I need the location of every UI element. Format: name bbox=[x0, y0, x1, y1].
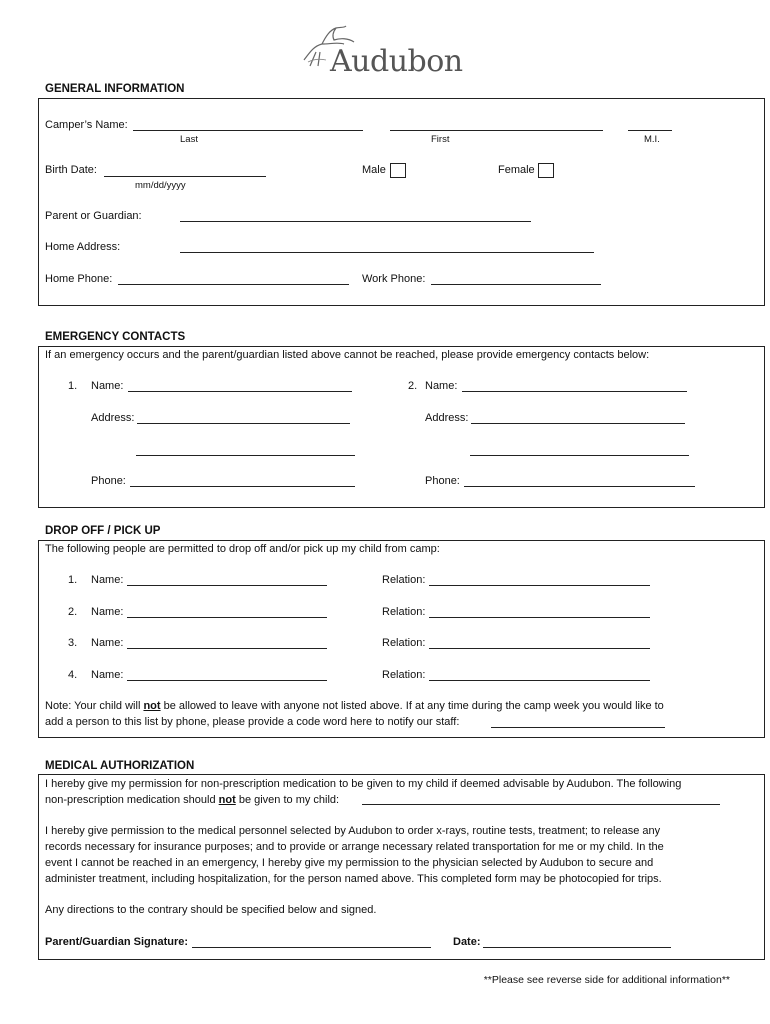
emergency-intro: If an emergency occurs and the parent/guardian listed above cannot be reached, please provide emergency contacts below: bbox=[45, 349, 650, 361]
home-address-label: Home Address: bbox=[45, 241, 121, 253]
parent-guardian-label: Parent or Guardian: bbox=[45, 210, 142, 222]
contact2-phone-field[interactable] bbox=[464, 486, 695, 487]
dropoff-row-number: 3. bbox=[68, 637, 78, 649]
note-text: be allowed to leave with anyone not listed above. If at any time during the camp week you would like to bbox=[160, 700, 664, 712]
contact1-phone-field[interactable] bbox=[130, 486, 355, 487]
male-checkbox[interactable] bbox=[390, 163, 406, 178]
campers-name-label: Camper’s Name: bbox=[45, 119, 128, 131]
dropoff-name-field-3[interactable] bbox=[127, 648, 327, 649]
dropoff-relation-field-3[interactable] bbox=[429, 648, 650, 649]
female-checkbox[interactable] bbox=[538, 163, 554, 178]
dropoff-relation-label: Relation: bbox=[382, 669, 426, 681]
dropoff-name-label: Name: bbox=[91, 606, 124, 618]
home-phone-field[interactable] bbox=[118, 284, 349, 285]
dropoff-relation-field-4[interactable] bbox=[429, 680, 650, 681]
dropoff-relation-field-1[interactable] bbox=[429, 585, 650, 586]
dropoff-heading: DROP OFF / PICK UP bbox=[45, 525, 161, 537]
birth-date-label: Birth Date: bbox=[45, 164, 97, 176]
contact1-number: 1. bbox=[68, 380, 78, 392]
last-caption: Last bbox=[180, 134, 198, 145]
contact2-name-field[interactable] bbox=[462, 391, 687, 392]
dropoff-note-line2: add a person to this list by phone, please provide a code word here to notify our staff: bbox=[45, 716, 460, 728]
contact2-name-label: Name: bbox=[425, 380, 458, 392]
logo bbox=[296, 22, 476, 82]
parent-guardian-field[interactable] bbox=[180, 221, 531, 222]
contact2-address-label: Address: bbox=[425, 412, 469, 424]
logo-text: Audubon bbox=[330, 44, 463, 79]
camper-mi-field[interactable] bbox=[628, 130, 672, 131]
date-field[interactable] bbox=[483, 947, 671, 948]
camper-last-name-field[interactable] bbox=[133, 130, 363, 131]
dropoff-name-label: Name: bbox=[91, 637, 124, 649]
work-phone-label: Work Phone: bbox=[362, 273, 426, 285]
work-phone-field[interactable] bbox=[431, 284, 601, 285]
dropoff-name-label: Name: bbox=[91, 669, 124, 681]
medical-p2-line1: I hereby give permission to the medical personnel selected by Audubon to order x-rays, routine tests, treatment; to release any bbox=[45, 825, 661, 837]
dropoff-row-number: 2. bbox=[68, 606, 78, 618]
contact1-name-field[interactable] bbox=[128, 391, 352, 392]
contact1-address-field[interactable] bbox=[137, 423, 350, 424]
medical-p3: Any directions to the contrary should be specified below and signed. bbox=[45, 904, 377, 916]
dropoff-name-field-4[interactable] bbox=[127, 680, 327, 681]
dropoff-relation-label: Relation: bbox=[382, 637, 426, 649]
p1-text: be given to my child: bbox=[235, 794, 340, 806]
date-format-caption: mm/dd/yyyy bbox=[135, 180, 186, 191]
medical-heading: MEDICAL AUTHORIZATION bbox=[45, 760, 195, 772]
first-caption: First bbox=[431, 134, 450, 145]
dropoff-relation-field-2[interactable] bbox=[429, 617, 650, 618]
dropoff-intro: The following people are permitted to drop off and/or pick up my child from camp: bbox=[45, 543, 440, 555]
dropoff-row-number: 4. bbox=[68, 669, 78, 681]
medical-p1-line1: I hereby give my permission for non-prescription medication to be given to my child if deemed advisable by Audubon. The following bbox=[45, 778, 682, 790]
dropoff-name-label: Name: bbox=[91, 574, 124, 586]
birth-date-field[interactable] bbox=[104, 176, 266, 177]
dropoff-relation-label: Relation: bbox=[382, 606, 426, 618]
p1-emphasis: not bbox=[218, 794, 236, 806]
dropoff-relation-label: Relation: bbox=[382, 574, 426, 586]
home-phone-label: Home Phone: bbox=[45, 273, 113, 285]
p1-text: non-prescription medication should bbox=[45, 794, 219, 806]
contact2-phone-label: Phone: bbox=[425, 475, 460, 487]
footer-note: **Please see reverse side for additional information** bbox=[483, 974, 730, 986]
medical-p2-line2: records necessary for insurance purposes; and to provide or arrange necessary related transportation for me or my child. In the bbox=[45, 841, 664, 853]
note-emphasis: not bbox=[143, 700, 161, 712]
contact2-number: 2. bbox=[408, 380, 418, 392]
contact2-address-line2-field[interactable] bbox=[470, 455, 689, 456]
home-address-field[interactable] bbox=[180, 252, 594, 253]
contact1-name-label: Name: bbox=[91, 380, 124, 392]
dropoff-row-number: 1. bbox=[68, 574, 78, 586]
contact1-address-line2-field[interactable] bbox=[136, 455, 355, 456]
date-label: Date: bbox=[453, 936, 481, 948]
camper-first-name-field[interactable] bbox=[390, 130, 603, 131]
emergency-heading: EMERGENCY CONTACTS bbox=[45, 331, 186, 343]
dropoff-name-field-1[interactable] bbox=[127, 585, 327, 586]
medical-p1-line2 bbox=[45, 793, 339, 809]
code-word-field[interactable] bbox=[491, 727, 665, 728]
medication-exclusions-field[interactable] bbox=[362, 804, 720, 805]
contact1-phone-label: Phone: bbox=[91, 475, 126, 487]
female-label: Female bbox=[498, 164, 535, 176]
medical-p2-line4: administer treatment, including hospitalization, for the person named above. This completed form may be photocopied for trips. bbox=[45, 873, 662, 885]
note-text: Note: Your child will bbox=[45, 700, 144, 712]
mi-caption: M.I. bbox=[644, 134, 660, 145]
signature-label: Parent/Guardian Signature: bbox=[45, 936, 189, 948]
emergency-section bbox=[38, 346, 765, 508]
medical-p2-line3: event I cannot be reached in an emergency, I hereby give my permission to the physician selected by Audubon to secure and bbox=[45, 857, 654, 869]
male-label: Male bbox=[362, 164, 386, 176]
dropoff-note-line1 bbox=[45, 700, 664, 712]
signature-field[interactable] bbox=[192, 947, 431, 948]
contact1-address-label: Address: bbox=[91, 412, 135, 424]
dropoff-name-field-2[interactable] bbox=[127, 617, 327, 618]
general-heading: GENERAL INFORMATION bbox=[45, 83, 185, 95]
contact2-address-field[interactable] bbox=[471, 423, 685, 424]
